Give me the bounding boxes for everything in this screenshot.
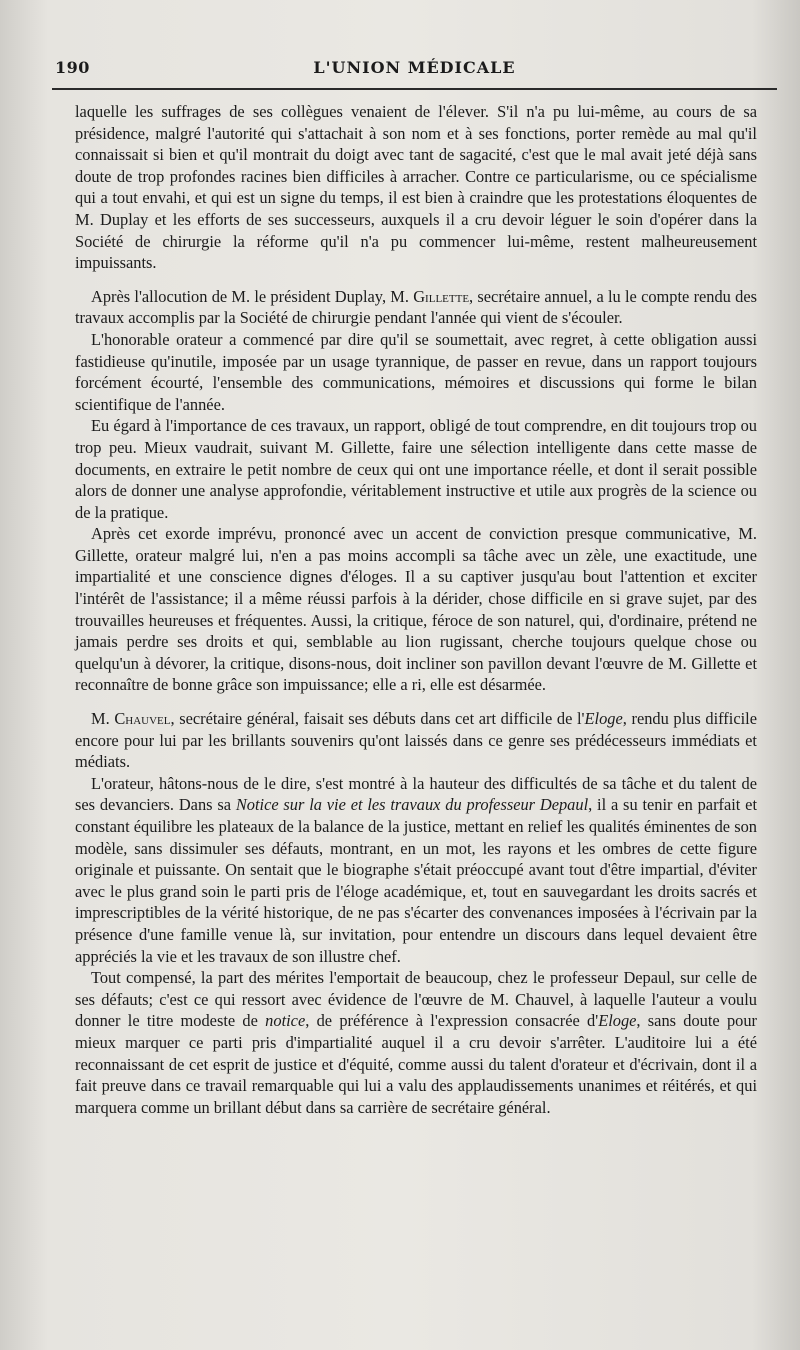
paragraph: laquelle les suffrages de ses collègues venaient de l'élever. S'il n'a pu lui-même, au cours de sa présidence, malgré l'autorité qui s'attachait à son nom et à ses fonctions, porter remède au mal qu'il connaissait si bien et qu'il montrait du doigt avec tant de sagacité, c'est que le mal avait jeté déjà sans doute de trop profondes racines bien difficiles à arracher. Contre ce particularisme, ou ce spécialisme qui a tout envahi, et qui est un signe du temps, il est bien à craindre que les protestations éloquentes de M. Duplay et les efforts de ses successeurs, auxquels il a cru devoir léguer le soin d'opérer dans la Société de chirurgie la réforme qu'il n'a pu commencer lui-même, restent malheureusement impuissants. xyxy=(75,102,757,273)
paragraph: L'honorable orateur a commencé par dire qu'il se soumettait, avec regret, à cette obligation aussi fastidieuse qu'inutile, imposée par un usage tyrannique, de passer en revue, dans un rapport toujours forcément écourté, l'ensemble des communications, mémoires et discussions qui forme le bilan scientifique de l'année. xyxy=(75,329,757,414)
paragraph: Après cet exorde imprévu, prononcé avec un accent de conviction presque communicative, M. Gillette, orateur malgré lui, n'en a pas moins accompli sa tâche avec un zèle, une exactitude, une impartialité et une conscience dignes d'éloges. Il a su captiver jusqu'au bout l'attention et exciter l'intérêt de l'assistance; il a même réussi parfois à la dérider, chose difficile en si grave sujet, par des trouvailles heureuses et fréquentes. Aussi, la critique, féroce de son naturel, qui, d'ordinaire, prétend ne jamais perdre ses droits et qui, semblable au lion rugissant, cherche toujours quelque chose ou quelqu'un à dévorer, la critique, disons-nous, doit incliner son pavillon devant l'œuvre de M. Gillette et reconnaître de bonne grâce son impuissance; elle a ri, elle est désarmée. xyxy=(75,524,757,695)
paragraph: Tout compensé, la part des mérites l'emportait de beaucoup, chez le professeur Depaul, sur celle de ses défauts; c'est ce qui ressort avec évidence de l'œuvre de M. Chauvel, à laquelle l'auteur a voulu donner le titre modeste de notice, de préférence à l'expression consacrée d'Eloge, sans doute pour mieux marquer ce parti pris d'impartialité auquel il a cru devoir s'arrêter. L'auditoire lui a été reconnaissant de cet esprit de justice et d'équité, comme aussi du talent d'orateur et d'écrivain, dont il a fait preuve dans ce travail remarquable qui lui a valu des applaudissements unanimes et réitérés, et qui marquera comme un brillant début dans sa carrière de secrétaire général. xyxy=(75,968,758,1117)
running-title: L'UNION MÉDICALE xyxy=(313,58,516,77)
paragraph: Après l'allocution de M. le président Duplay, M. Gillette, secrétaire annuel, a lu le compte rendu des travaux accomplis par la Société de chirurgie pendant l'année qui vient de s'écouler. xyxy=(75,286,757,328)
author-name: Gillette xyxy=(413,286,470,306)
article-body xyxy=(75,101,757,1118)
header-rule xyxy=(52,88,777,90)
work-title: Notice sur la vie et les travaux du professeur Depaul xyxy=(235,795,589,815)
paragraph: L'orateur, hâtons-nous de le dire, s'est montré à la hauteur des difficultés de sa tâche et du talent de ses devanciers. Dans sa Notice sur la vie et les travaux du professeur Depaul, il a su tenir en parfait et constant équilibre les plateaux de la balance de la justice, mettant en relief les qualités éminentes de son modèle, sans dissimuler ses défauts, montrant, en un mot, les rayons et les ombres de cette figure originale et puissante. On sentait que le biographe s'était préoccupé avant tout d'être impartial, d'éviter avec le plus grand soin le parti pris de l'éloge académique, et, tout en sauvegardant les droits sacrés et imprescriptibles de la vérité historique, de ne pas s'écarter des convenances imposées à l'écrivain par la présence d'une famille venue là, sur invitation, pour entendre un discours dans lequel devaient être appréciés la vie et les travaux de son illustre chef. xyxy=(75,773,758,966)
paragraph: Eu égard à l'importance de ces travaux, un rapport, obligé de tout comprendre, en dit toujours trop ou trop peu. Mieux vaudrait, suivant M. Gillette, faire une sélection intelligente dans cette masse de documents, en extraire le petit nombre de ceux qui ont une importance réelle, et dont il serait possible alors de donner une analyse approfondie, véritablement instructive et utile aux progrès de la science ou de la pratique. xyxy=(75,416,757,522)
author-name: Chauvel xyxy=(114,709,171,729)
page-header xyxy=(52,52,777,84)
paragraph: M. Chauvel, secrétaire général, faisait ses débuts dans cet art difficile de l'Eloge, rendu plus difficile encore pour lui par les brillants souvenirs qu'ont laissés dans ce genre ses prédécesseurs immédiats et médiats. xyxy=(75,709,757,772)
page-number: 190 xyxy=(55,58,90,77)
